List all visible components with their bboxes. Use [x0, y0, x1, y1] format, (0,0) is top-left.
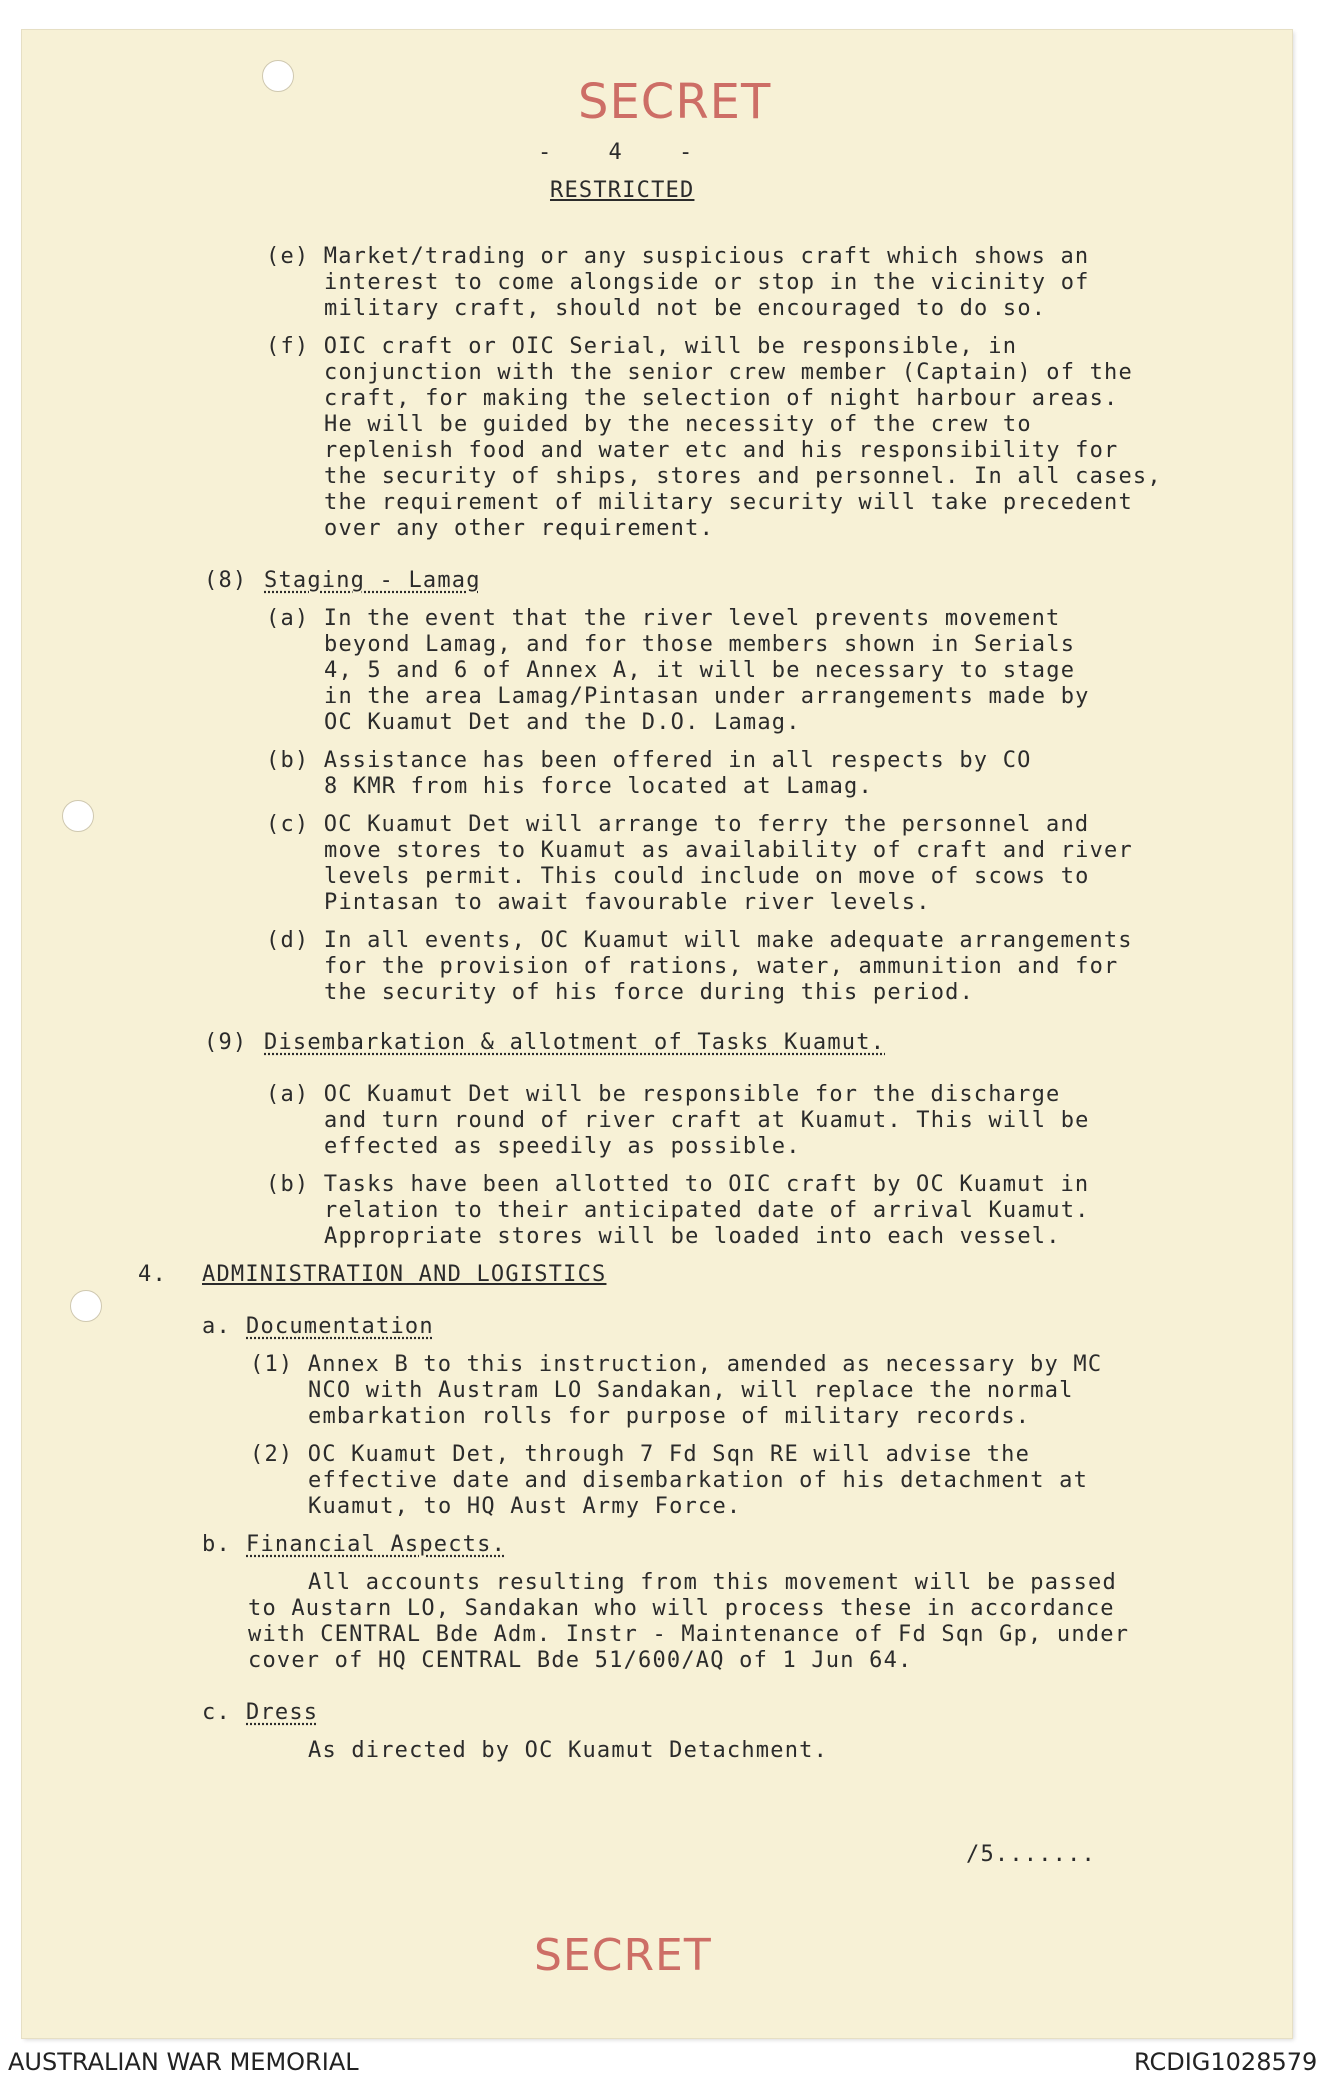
subpara-8c-line: move stores to Kuamut as availability of craft and river — [324, 838, 1133, 863]
classification-heading: RESTRICTED — [550, 178, 695, 203]
section-4a-title: Documentation — [246, 1314, 434, 1339]
section-4c-label: c. — [202, 1700, 231, 1725]
item-4a2-line: Kuamut, to HQ Aust Army Force. — [308, 1494, 742, 1519]
continuation-marker: /5....... — [966, 1842, 1097, 1867]
financial-text-line: with CENTRAL Bde Adm. Instr - Maintenance of Fd Sqn Gp, under — [248, 1622, 1130, 1647]
para-8-number: (8) — [204, 568, 248, 593]
para-8-title: Staging - Lamag — [264, 568, 481, 593]
footer-record-id: RCDIG1028579 — [1134, 2048, 1318, 2076]
subpara-9b-line: relation to their anticipated date of arrival Kuamut. — [324, 1198, 1090, 1223]
subpara-7e-line: (e) Market/trading or any suspicious craft which shows an — [266, 244, 1090, 269]
section-4-number: 4. — [138, 1262, 167, 1287]
subpara-8c-line: Pintasan to await favourable river levels. — [324, 890, 931, 915]
section-4b-title: Financial Aspects. — [246, 1532, 507, 1557]
subpara-7f-line: replenish food and water etc and his responsibility for — [324, 438, 1119, 463]
subpara-8b-line: 8 KMR from his force located at Lamag. — [324, 774, 873, 799]
financial-text-line: cover of HQ CENTRAL Bde 51/600/AQ of 1 Jun 64. — [248, 1648, 913, 1673]
subpara-7f-line: (f) OIC craft or OIC Serial, will be responsible, in — [266, 334, 1018, 359]
subpara-7f-line: He will be guided by the necessity of the crew to — [324, 412, 1032, 437]
para-9-number: (9) — [204, 1030, 248, 1055]
financial-text-line: to Austarn LO, Sandakan who will process these in accordance — [248, 1596, 1115, 1621]
subpara-7f-line: conjunction with the senior crew member (Captain) of the — [324, 360, 1133, 385]
dress-text: As directed by OC Kuamut Detachment. — [308, 1738, 829, 1763]
para-9-title: Disembarkation & allotment of Tasks Kuamut. — [264, 1030, 886, 1055]
subpara-7e-line: interest to come alongside or stop in the vicinity of — [324, 270, 1090, 295]
page-number: - 4 - — [538, 140, 715, 165]
subpara-8d-line: (d) In all events, OC Kuamut will make adequate arrangements — [266, 928, 1133, 953]
subpara-8d-line: the security of his force during this period. — [324, 980, 975, 1005]
subpara-8a-line: 4, 5 and 6 of Annex A, it will be necessary to stage — [324, 658, 1076, 683]
secret-stamp-bottom: SECRET — [534, 1930, 712, 1981]
section-4b-label: b. — [202, 1532, 231, 1557]
subpara-8a-line: in the area Lamag/Pintasan under arrangements made by — [324, 684, 1090, 709]
subpara-7f-line: the requirement of military security will take precedent — [324, 490, 1133, 515]
subpara-9a-line: (a) OC Kuamut Det will be responsible for the discharge — [266, 1082, 1061, 1107]
item-4a2-line: (2) OC Kuamut Det, through 7 Fd Sqn RE will advise the — [250, 1442, 1031, 1467]
secret-stamp-top: SECRET — [578, 74, 772, 130]
subpara-8a-line: beyond Lamag, and for those members shown in Serials — [324, 632, 1076, 657]
subpara-9b-line: Appropriate stores will be loaded into each vessel. — [324, 1224, 1061, 1249]
subpara-8c-line: levels permit. This could include on move of scows to — [324, 864, 1090, 889]
financial-text-line: All accounts resulting from this movement will be passed — [308, 1570, 1117, 1595]
punch-hole — [262, 60, 294, 92]
section-4c-title: Dress — [246, 1700, 319, 1725]
subpara-9a-line: and turn round of river craft at Kuamut. This will be — [324, 1108, 1090, 1133]
subpara-8b-line: (b) Assistance has been offered in all respects by CO — [266, 748, 1032, 773]
footer-source: AUSTRALIAN WAR MEMORIAL — [8, 2048, 359, 2076]
subpara-8a-line: OC Kuamut Det and the D.O. Lamag. — [324, 710, 801, 735]
subpara-8a-line: (a) In the event that the river level prevents movement — [266, 606, 1061, 631]
item-4a2-line: effective date and disembarkation of his detachment at — [308, 1468, 1089, 1493]
subpara-7f-line: over any other requirement. — [324, 516, 715, 541]
subpara-9b-line: (b) Tasks have been allotted to OIC craft by OC Kuamut in — [266, 1172, 1090, 1197]
subpara-8c-line: (c) OC Kuamut Det will arrange to ferry the personnel and — [266, 812, 1090, 837]
subpara-7f-line: craft, for making the selection of night harbour areas. — [324, 386, 1119, 411]
subpara-7e-line: military craft, should not be encouraged to do so. — [324, 296, 1047, 321]
subpara-8d-line: for the provision of rations, water, ammunition and for — [324, 954, 1119, 979]
section-4a-label: a. — [202, 1314, 231, 1339]
item-4a1-line: (1) Annex B to this instruction, amended as necessary by MC — [250, 1352, 1103, 1377]
subpara-9a-line: effected as speedily as possible. — [324, 1134, 801, 1159]
item-4a1-line: embarkation rolls for purpose of military records. — [308, 1404, 1031, 1429]
punch-hole — [70, 1290, 102, 1322]
section-4-title: ADMINISTRATION AND LOGISTICS — [202, 1262, 607, 1287]
punch-hole — [62, 800, 94, 832]
item-4a1-line: NCO with Austram LO Sandakan, will replace the normal — [308, 1378, 1074, 1403]
subpara-7f-line: the security of ships, stores and personnel. In all cases, — [324, 464, 1162, 489]
